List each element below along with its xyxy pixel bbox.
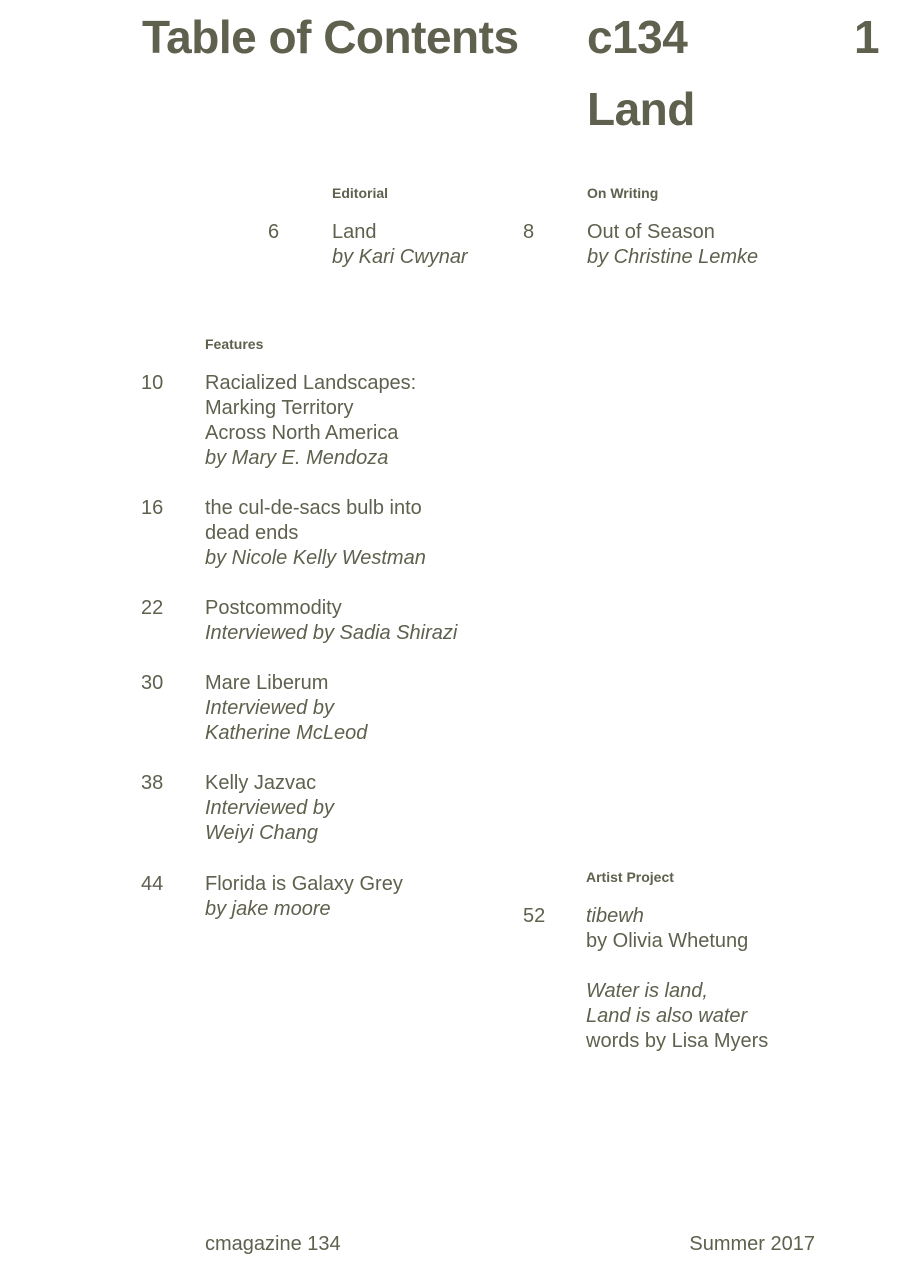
issue-theme: Land	[587, 83, 695, 135]
feature-title-line: Postcommodity	[205, 597, 342, 619]
feature-page: 30	[141, 672, 164, 694]
spacer	[586, 954, 768, 979]
page-number: 1	[854, 11, 880, 63]
feature-byline: by Mary E. Mendoza	[205, 447, 389, 469]
feature-entry	[205, 872, 403, 922]
issue-number: c134	[587, 11, 688, 63]
feature-entry	[205, 496, 426, 571]
feature-title-line: Florida is Galaxy Grey	[205, 873, 403, 895]
section-label-editorial: Editorial	[332, 185, 389, 201]
feature-title-line: Mare Liberum	[205, 672, 329, 694]
editorial-entry	[332, 220, 468, 270]
footer-season: Summer 2017	[689, 1233, 815, 1255]
editorial-byline: by Kari Cwynar	[332, 246, 468, 268]
feature-page: 16	[141, 497, 164, 519]
feature-title-line: Racialized Landscapes:	[205, 372, 417, 394]
artist-project-title: tibewh	[586, 905, 644, 927]
feature-title-line: Marking Territory	[205, 397, 354, 419]
feature-byline: Weiyi Chang	[205, 822, 319, 844]
feature-page: 10	[141, 372, 164, 394]
feature-title-line: Kelly Jazvac	[205, 772, 317, 794]
artist-project-byline: by Olivia Whetung	[586, 930, 749, 952]
feature-entry	[205, 371, 416, 471]
feature-entry	[205, 771, 334, 846]
poem-line: Land is also water	[586, 1005, 748, 1027]
on-writing-page: 8	[523, 221, 535, 243]
poem-byline: words by Lisa Myers	[586, 1030, 769, 1052]
on-writing-title: Out of Season	[587, 221, 715, 243]
feature-byline: Interviewed by Sadia Shirazi	[205, 622, 458, 644]
on-writing-entry	[587, 220, 758, 270]
section-label-artist-project: Artist Project	[586, 869, 674, 885]
section-label-on-writing: On Writing	[587, 185, 659, 201]
feature-byline: Interviewed by	[205, 797, 334, 819]
feature-byline: by Nicole Kelly Westman	[205, 547, 426, 569]
feature-page: 44	[141, 873, 164, 895]
feature-page: 38	[141, 772, 164, 794]
feature-byline: by jake moore	[205, 898, 331, 920]
poem-line: Water is land,	[586, 980, 708, 1002]
feature-byline: Interviewed by	[205, 697, 334, 719]
artist-project-page: 52	[523, 905, 546, 927]
editorial-title: Land	[332, 221, 377, 243]
on-writing-byline: by Christine Lemke	[587, 246, 759, 268]
feature-title-line: Across North America	[205, 422, 399, 444]
section-label-features: Features	[205, 336, 264, 352]
feature-title-line: dead ends	[205, 522, 299, 544]
page-title: Table of Contents	[142, 11, 519, 63]
feature-entry	[205, 596, 457, 646]
artist-project-entry	[586, 904, 768, 1054]
editorial-page: 6	[268, 221, 280, 243]
feature-entry	[205, 671, 367, 746]
feature-page: 22	[141, 597, 164, 619]
feature-title-line: the cul-de-sacs bulb into	[205, 497, 422, 519]
feature-byline: Katherine McLeod	[205, 722, 368, 744]
footer-publication: cmagazine 134	[205, 1233, 341, 1255]
